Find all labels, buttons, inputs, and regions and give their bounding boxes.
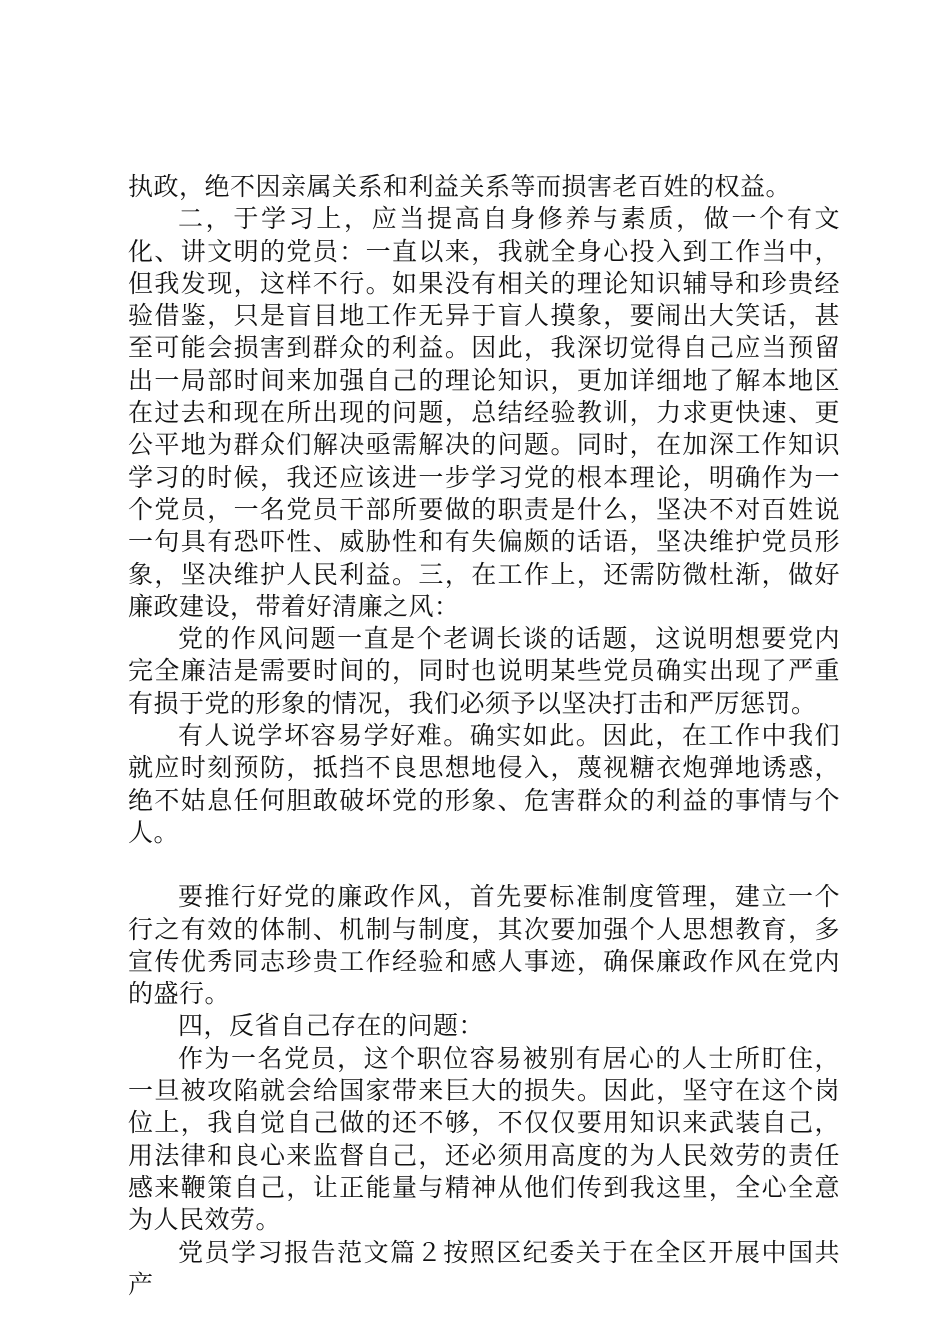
paragraph-study: 二，于学习上，应当提高自身修养与素质，做一个有文化、讲文明的党员：一直以来，我就全身心投入到工作当中，但我发现，这样不行。如果没有相关的理论知识辅导和珍贵经验借鉴，只是盲目地工作无异于盲人摸象，要闹出大笑话，甚至可能会损害到群众的利益。因此，我深切觉得自己应当预留出一局部时间来加强自己的理论知识，更加详细地了解本地区在过去和现在所出现的问题，总结经验教训，力求更快速、更公平地为群众们解决亟需解决的问题。同时，在加深工作知识学习的时候，我还应该进一步学习党的根本理论，明确作为一个党员，一名党员干部所要做的职责是什么，坚决不对百姓说一句具有恐吓性、威胁性和有失偏颇的话语，坚决维护党员形象，坚决维护人民利益。三，在工作上，还需防微杜渐，做好廉政建设，带着好清廉之风：: [128, 204, 840, 621]
paragraph-prevention: 有人说学坏容易学好难。确实如此。因此，在工作中我们就应时刻预防，抵挡不良思想地侵入，蔑视糖衣炮弹地诱惑，绝不姑息任何胆敢破坏党的形象、危害群众的利益的事情与个人。: [128, 721, 840, 847]
document-body: [128, 171, 840, 1301]
paragraph-party-style: 党的作风问题一直是个老调长谈的话题，这说明想要党内完全廉洁是需要时间的，同时也说明某些党员确实出现了严重有损于党的形象的情况，我们必须予以坚决打击和严厉惩罚。: [128, 624, 840, 718]
paragraph-continuation: 执政，绝不因亲属关系和利益关系等而损害老百姓的权益。: [128, 172, 792, 201]
paragraph-self-reflection: 作为一名党员，这个职位容易被别有居心的人士所盯住，一旦被攻陷就会给国家带来巨大的损失。因此，坚守在这个岗位上，我自觉自己做的还不够，不仅仅要用知识来武装自己，用法律和良心来监督自己，还必须用高度的为人民效劳的责任感来鞭策自己，让正能量与精神从他们传到我这里，全心全意为人民效劳。: [128, 1043, 840, 1235]
section-heading-self-reflection: 四，反省自己存在的问题：: [178, 1011, 485, 1041]
paragraph-system-management: 要推行好党的廉政作风，首先要标准制度管理，建立一个行之有效的体制、机制与制度，其次要加强个人思想教育，多宣传优秀同志珍贵工作经验和感人事迹，确保廉政作风在党内的盛行。: [128, 882, 840, 1009]
paragraph-next-article: 党员学习报告范文篇２按照区纪委关于在全区开展中国共产: [128, 1237, 840, 1299]
